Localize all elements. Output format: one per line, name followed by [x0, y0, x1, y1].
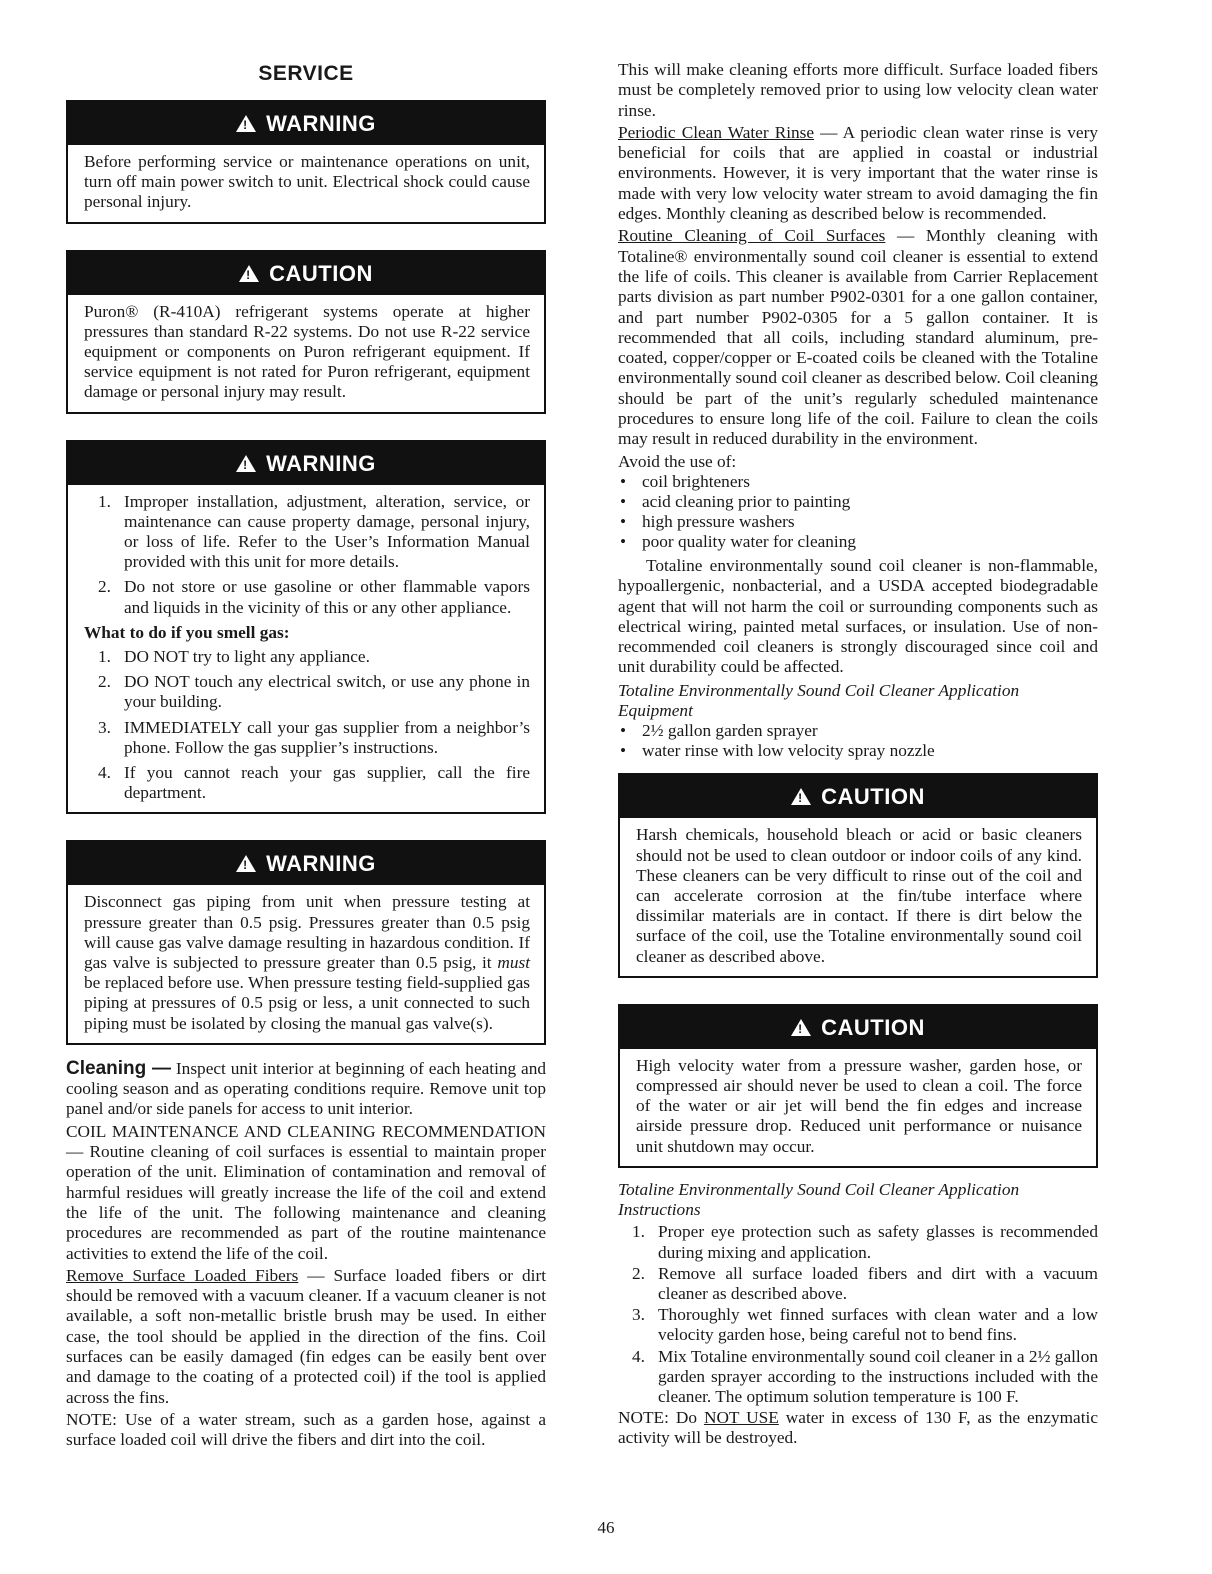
- left-column: [66, 62, 546, 1451]
- list-item: • poor quality water for cleaning: [618, 532, 1098, 552]
- right-column: [618, 60, 1098, 1449]
- page-number: 46: [597, 1518, 615, 1537]
- caution-text: Puron® (R-410A) refrigerant systems operate at higher pressures than standard R-22 systems. Do not use R-22 service equipment or components on Puron refrigerant equipment. If service equipment is not rated for Puron refrigerant, equipment damage or personal injury may result.: [84, 301, 530, 402]
- list-item: 2. Remove all surface loaded fibers and dirt with a vacuum cleaner as described above.: [632, 1263, 1098, 1303]
- note-water-stream: NOTE: Use of a water stream, such as a garden hose, against a surface loaded coil will drive the fibers and dirt into the coil.: [66, 1409, 546, 1450]
- list-item: • coil brighteners: [618, 472, 1098, 492]
- list-item: 2. Do not store or use gasoline or other flammable vapors and liquids in the vicinity of this or any other appliance.: [98, 577, 530, 617]
- caution-text: Harsh chemicals, household bleach or acid or basic cleaners should not be used to clean outdoor or indoor coils of any kind. These cleaners can be very difficult to rinse out of the coil and can accelerate corrosion at the fin/tube interface where dissimilar materials are in contact. If there is dirt below the surface of the coil, use the Totaline environmentally sound coil cleaner as described above.: [636, 825, 1082, 966]
- list-item: 3. IMMEDIATELY call your gas supplier from a neighbor’s phone. Follow the gas supplier’s instructions.: [98, 717, 530, 757]
- list-item: • 2½ gallon garden sprayer: [618, 721, 1098, 741]
- caution-box-high-velocity: [618, 1004, 1098, 1168]
- list-item: 4. Mix Totaline environmentally sound coil cleaner in a 2½ gallon garden sprayer according to the instructions included with the cleaner. The optimum solution temperature is 100 F.: [632, 1346, 1098, 1406]
- list-item: • acid cleaning prior to painting: [618, 492, 1098, 512]
- list-item: 1. DO NOT try to light any appliance.: [98, 647, 370, 667]
- list-item: 3. Thoroughly wet finned surfaces with clean water and a low velocity garden hose, being careful not to bend fins.: [632, 1305, 1098, 1345]
- warning-box-power: [66, 100, 546, 224]
- instructions-heading: Totaline Environmentally Sound Coil Cleaner Application Instructions: [618, 1179, 1020, 1220]
- warning-box-gas-piping: [66, 840, 546, 1044]
- caution-header: [68, 252, 544, 295]
- gas-smell-heading: What to do if you smell gas:: [84, 622, 290, 642]
- continued-paragraph: This will make cleaning efforts more difficult. Surface loaded fibers must be completely removed prior to using low velocity clean water rinse.: [618, 60, 1098, 120]
- list-item: 1. Proper eye protection such as safety glasses is recommended during mixing and application.: [632, 1222, 1098, 1262]
- warning-header: [68, 842, 544, 885]
- list-item: • water rinse with low velocity spray nozzle: [618, 741, 1098, 761]
- caution-label: CAUTION: [269, 260, 373, 286]
- warning-label: WARNING: [266, 450, 376, 476]
- warning-text: Disconnect gas piping from unit when pressure testing at pressure greater than 0.5 psig. Pressures greater than 0.5 psig will cause gas valve damage resulting in hazardous condition. If gas valve is subjected to pressure greater than 0.5 psig, it must be replaced before use. When pressure testing field-supplied gas piping at pressures of 0.5 psig or less, a unit connected to such piping must be isolated by closing the manual gas valve(s).: [84, 892, 530, 1033]
- instructions-list: [618, 1222, 1098, 1407]
- list-item: 1. Improper installation, adjustment, alteration, service, or maintenance can cause property damage, personal injury, or loss of life. Refer to the User’s Information Manual provided with this unit for more details.: [98, 491, 530, 572]
- warning-header: [68, 442, 544, 485]
- section-title: SERVICE: [258, 62, 354, 85]
- warning-label: WARNING: [266, 111, 376, 136]
- warning-label: WARNING: [266, 851, 376, 877]
- routine-cleaning-paragraph: Routine Cleaning of Coil Surfaces — Monthly cleaning with Totaline® environmentally sound coil cleaner is essential to extend the life of coils. This cleaner is available from Carrier Replacement parts division as part number P902-0301 for a one gallon container, and part number P902-0305 for a 5 gallon container. It is recommended that all coils, including standard aluminum, pre-coated, copper/copper or E-coated coils be cleaned with the Totaline environmentally sound coil cleaner as described below. Coil cleaning should be part of the unit’s regularly scheduled maintenance procedures to ensure long life of the coil. Failure to clean the coils may result in reduced durability in the environment.: [618, 226, 1099, 449]
- caution-label: CAUTION: [821, 1014, 925, 1040]
- list-item: • high pressure washers: [618, 512, 1098, 532]
- warning-triangle-icon: [236, 855, 256, 872]
- list-item: 2. DO NOT touch any electrical switch, or use any phone in your building.: [98, 672, 530, 712]
- caution-box-chemicals: [618, 773, 1098, 977]
- caution-text: High velocity water from a pressure washer, garden hose, or compressed air should never be used to clean a coil. The force of the water or air jet will bend the fin edges and increase airside pressure drop. Reduced unit performance or nuisance unit shutdown may occur.: [636, 1055, 1082, 1156]
- avoid-label: Avoid the use of:: [618, 451, 737, 471]
- warning-triangle-icon: [236, 115, 256, 132]
- totaline-paragraph: Totaline environmentally sound coil cleaner is non-flammable, hypoallergenic, nonbacterial, and a USDA accepted biodegradable agent that will not harm the coil or surrounding components such as electrical wiring, painted metal surfaces, or insulation. Use of non-recommended coil cleaners is strongly discouraged since coil and unit durability could be affected.: [618, 555, 1098, 677]
- avoid-list: [618, 472, 1098, 552]
- equipment-list: [618, 721, 1098, 761]
- caution-label: CAUTION: [821, 784, 925, 810]
- equipment-heading: Totaline Environmentally Sound Coil Cleaner Application Equipment: [618, 680, 1020, 721]
- warning-box-installation: [66, 440, 546, 815]
- caution-header: [620, 1006, 1096, 1049]
- caution-triangle-icon: [239, 265, 259, 282]
- warning-text: Before performing service or maintenance operations on unit, turn off main power switch to unit. Electrical shock could cause personal injury.: [84, 152, 530, 212]
- gas-list: [84, 647, 530, 803]
- list-item: 4. If you cannot reach your gas supplier, call the fire department.: [98, 763, 530, 803]
- remove-fibers-paragraph: Remove Surface Loaded Fibers — Surface loaded fibers or dirt should be removed with a vacuum cleaner. If a vacuum cleaner is not available, a soft non-metallic bristle brush may be used. In either case, the tool should be applied in the direction of the fins. Coil surfaces can be easily damaged (fin edges can be easily bent over and damage to the coating of a protected coil) if the tool is applied across the fins.: [66, 1265, 546, 1407]
- caution-box-puron: [66, 250, 546, 414]
- coil-maintenance-paragraph: COIL MAINTENANCE AND CLEANING RECOMMENDATION — Routine cleaning of coil surfaces is essential to maintain proper operation of the unit. Elimination of contamination and removal of harmful residues will greatly increase the life of the coil and extend the life of the unit. The following maintenance and cleaning procedures are recommended as part of the routine maintenance activities to extend the life of the coil.: [66, 1121, 546, 1263]
- cleaning-paragraph: Cleaning — Inspect unit interior at beginning of each heating and cooling season and as operating conditions require. Remove unit top panel and/or side panels for access to unit interior.: [66, 1057, 546, 1119]
- caution-header: [620, 775, 1096, 818]
- periodic-rinse-paragraph: Periodic Clean Water Rinse — A periodic clean water rinse is very beneficial for coils that are applied in coastal or industrial environments. However, it is very important that the water rinse is made with very low velocity water stream to avoid damaging the fin edges. Monthly cleaning as described below is recommended.: [618, 122, 1098, 224]
- note-temperature: NOTE: Do NOT USE water in excess of 130 F, as the enzymatic activity will be destroyed.: [618, 1408, 1098, 1448]
- warning-header: [68, 102, 544, 145]
- caution-triangle-icon: [791, 788, 811, 805]
- caution-triangle-icon: [791, 1019, 811, 1036]
- warning-triangle-icon: [236, 455, 256, 472]
- warning-list: [84, 492, 530, 618]
